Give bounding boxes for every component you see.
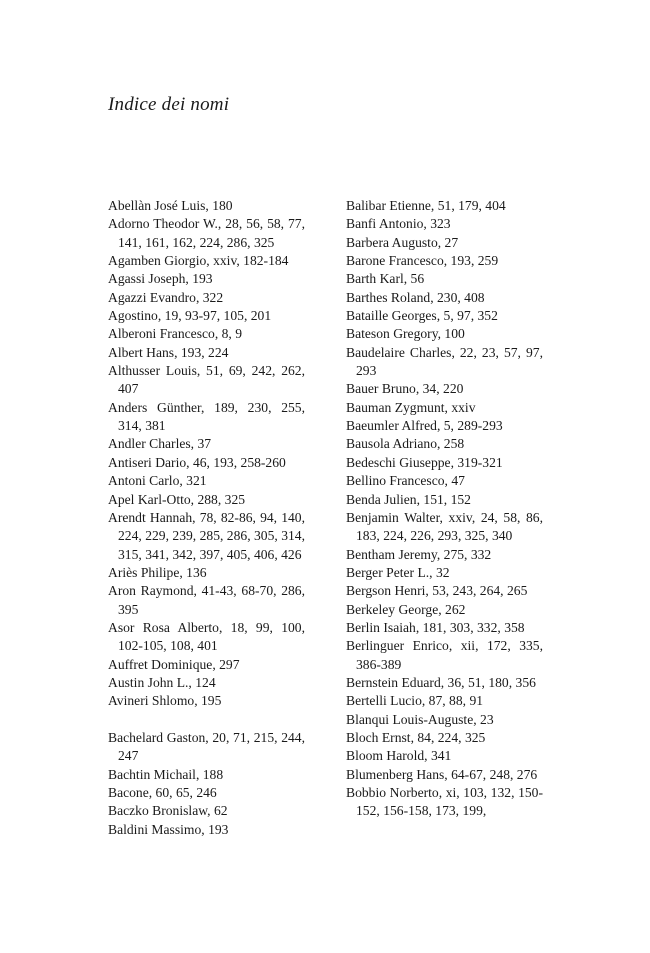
index-entry: Bellino Francesco, 47 [346,473,465,489]
index-entry: Berlin Isaiah, 181, 303, 332, 358 [346,619,525,635]
index-entry: Austin John L., 124 [108,674,216,690]
index-entry: Andler Charles, 37 [108,436,212,452]
index-entry: Agamben Giorgio, xxiv, 182-184 [108,253,289,269]
index-entry: Asor Rosa Alberto, 18, 99, 100, 102-105, 108, 401 [108,619,305,654]
index-entry: Bataille Georges, 5, 97, 352 [346,308,498,324]
index-column-left [108,197,305,839]
index-entry: Agostino, 19, 93-97, 105, 201 [108,308,272,324]
index-entry: Aron Raymond, 41-43, 68-70, 286, 395 [108,583,305,617]
index-entry: Bedeschi Giuseppe, 319-321 [346,454,503,470]
index-entry: Adorno Theodor W., 28, 56, 58, 77, 141, 161, 162, 224, 286, 325 [108,216,305,250]
index-entry: Bausola Adriano, 258 [346,436,465,452]
index-entry: Baczko Bronislaw, 62 [108,803,228,819]
letter-group-gap [108,711,305,729]
index-entry: Baeumler Alfred, 5, 289-293 [346,418,503,434]
index-entry: Berger Peter L., 32 [346,564,450,580]
index-entry: Berkeley George, 262 [346,601,466,617]
index-entry: Bateson Gregory, 100 [346,326,465,342]
index-entry: Barthes Roland, 230, 408 [346,289,485,305]
index-entry: Antiseri Dario, 46, 193, 258-260 [108,454,286,470]
index-entry: Abellàn José Luis, 180 [108,198,233,213]
index-entry: Bernstein Eduard, 36, 51, 180, 356 [346,674,536,690]
index-entry: Berlinguer Enrico, xii, 172, 335, 386-389 [346,638,543,672]
index-entry: Albert Hans, 193, 224 [108,344,229,360]
index-entry: Barone Francesco, 193, 259 [346,253,499,269]
index-entry: Benjamin Walter, xxiv, 24, 58, 86, 183, 224, 226, 293, 325, 340 [346,509,543,544]
index-column-right [346,197,543,821]
index-entry: Blumenberg Hans, 64-67, 248, 276 [346,766,538,782]
index-entry: Bloch Ernst, 84, 224, 325 [346,729,486,745]
index-entry: Benda Julien, 151, 152 [346,491,471,507]
index-entry: Baldini Massimo, 193 [108,821,229,837]
index-entry: Bacone, 60, 65, 246 [108,785,217,800]
index-entry: Barth Karl, 56 [346,271,425,287]
index-entry: Bachtin Michail, 188 [108,766,224,782]
index-entry: Apel Karl-Otto, 288, 325 [108,491,246,507]
index-entry: Bobbio Norberto, xi, 103, 132, 150-152, 156-158, 173, 199, [346,785,543,819]
index-entry: Bentham Jeremy, 275, 332 [346,546,492,562]
index-entry: Barbera Augusto, 27 [346,234,459,250]
index-entry: Agassi Joseph, 193 [108,271,213,287]
index-entry: Bauman Zygmunt, xxiv [346,399,476,415]
index-entry: Blanqui Louis-Auguste, 23 [346,711,494,727]
index-entry: Avineri Shlomo, 195 [108,693,222,709]
index-entry: Bertelli Lucio, 87, 88, 91 [346,693,484,709]
index-entry: Baudelaire Charles, 22, 23, 57, 97, 293 [346,344,543,379]
index-entry: Alberoni Francesco, 8, 9 [108,326,243,342]
index-entry: Balibar Etienne, 51, 179, 404 [346,198,506,213]
index-entry: Bloom Harold, 341 [346,748,452,764]
index-entry: Anders Günther, 189, 230, 255, 314, 381 [108,399,305,434]
index-entry: Agazzi Evandro, 322 [108,289,224,305]
index-entry: Ariès Philipe, 136 [108,564,207,580]
index-entry: Auffret Dominique, 297 [108,656,240,672]
index-entry: Banfi Antonio, 323 [346,216,451,232]
index-entry: Althusser Louis, 51, 69, 242, 262, 407 [108,363,305,397]
index-entry: Bauer Bruno, 34, 220 [346,381,464,397]
index-entry: Bergson Henri, 53, 243, 264, 265 [346,583,528,599]
index-entry: Arendt Hannah, 78, 82-86, 94, 140, 224, 229, 239, 285, 286, 305, 314, 315, 341, 342, 397, 405, 406, 426 [108,509,305,562]
index-entry: Bachelard Gaston, 20, 71, 215, 244, 247 [108,729,305,764]
page-title: Indice dei nomi [108,94,230,115]
index-entry: Antoni Carlo, 321 [108,473,207,489]
